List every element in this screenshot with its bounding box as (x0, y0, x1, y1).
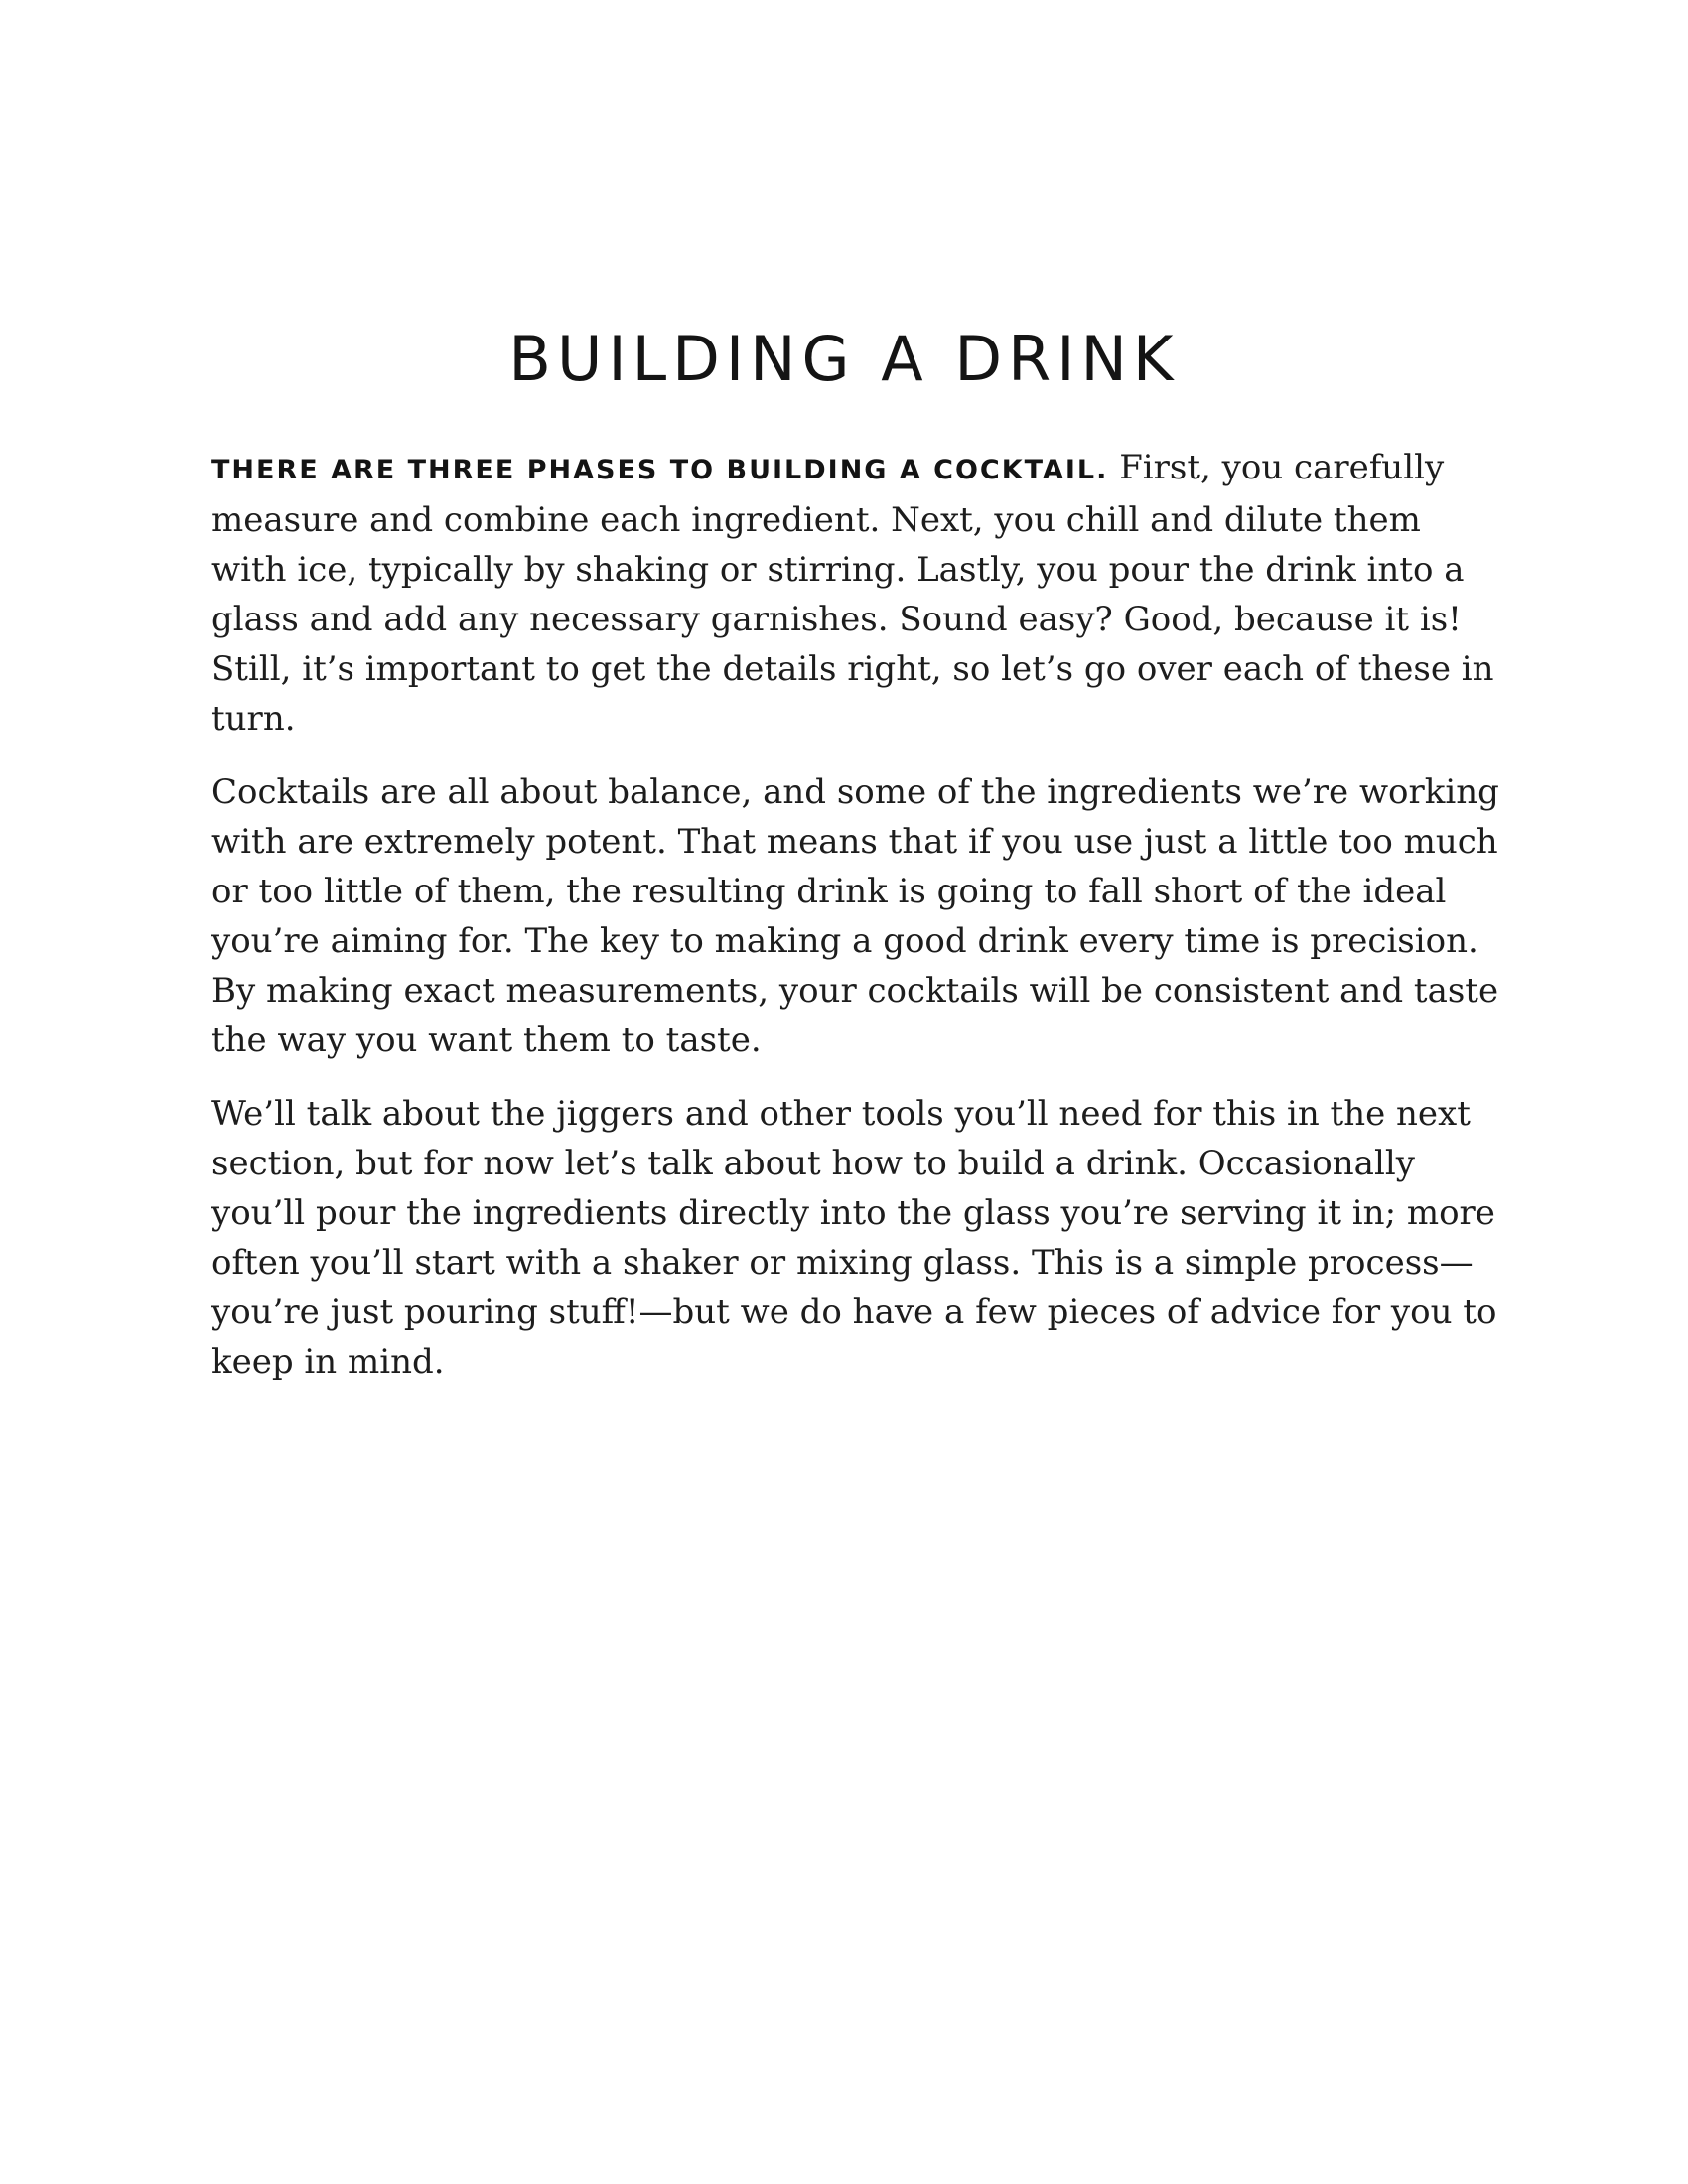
paragraph-1-text: First, you carefully measure and combine each ingredient. Next, you chill and dilute them with ice, typically by shaking or stirring. Lastly, you pour the drink into a glass and add any necessary garnishes. Sound easy? Good, because it is! Still, it’s important to get the details right, so let’s go over each of these in turn. (211, 448, 1494, 739)
paragraph-2: Cocktails are all about balance, and some of the ingredients we’re working with are extremely potent. That means that if you use just a little too much or too little of them, the resulting drink is going to fall short of the ideal you’re aiming for. The key to making a good drink every time is precision. By making exact measurements, your cocktails will be consistent and taste the way you want them to taste. (211, 772, 1499, 1060)
body-text (211, 443, 1502, 1411)
paragraph-3: We’ll talk about the jiggers and other tools you’ll need for this in the next section, but for now let’s talk about how to build a drink. Occasionally you’ll pour the ingredients directly into the glass you’re serving it in; more often you’ll start with a shaker or mixing glass. This is a simple process—you’re just pouring stuff!—but we do have a few pieces of advice for you to keep in mind. (211, 1094, 1497, 1382)
page-title: BUILDING A DRINK (508, 323, 1180, 395)
paragraph-1 (211, 443, 1502, 744)
paragraph-1-lead-in: THERE ARE THREE PHASES TO BUILDING A COCKTAIL. (211, 455, 1109, 485)
